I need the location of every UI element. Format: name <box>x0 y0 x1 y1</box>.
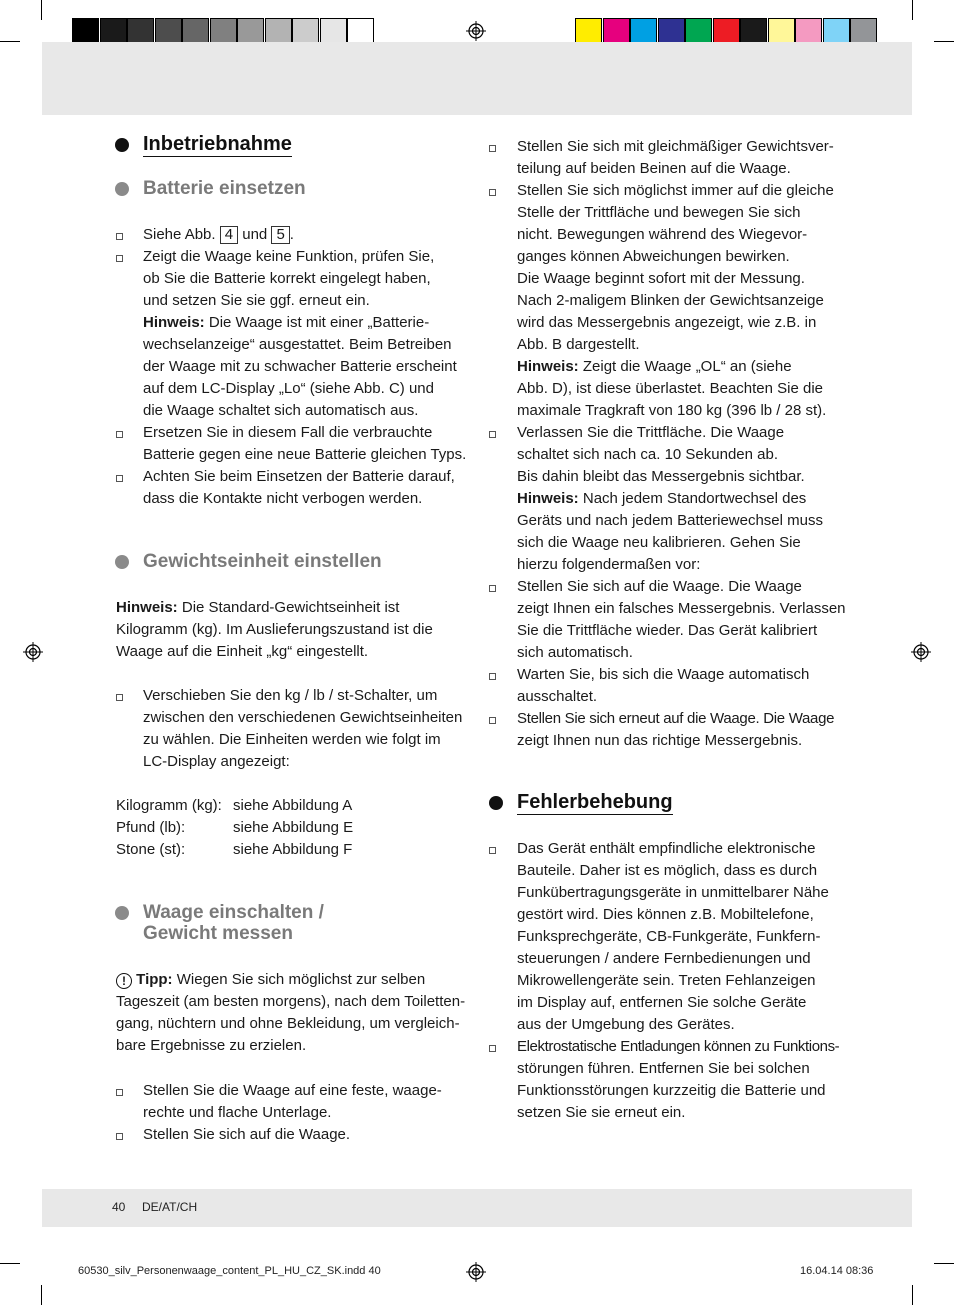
file-slug: 60530_silv_Personenwaage_content_PL_HU_CZ_SK.indd 40 <box>78 1265 381 1277</box>
text-line: setzen Sie sie erneut ein. <box>517 1104 686 1121</box>
subsection-heading: Waage einschalten / <box>143 902 324 923</box>
text-line: dass die Kontakte nicht verbogen werden. <box>143 490 423 507</box>
checkbox-bullet-icon <box>489 585 496 592</box>
note-line: Hinweis: Zeigt die Waage „OL“ an (siehe <box>517 358 792 375</box>
text-line: ganges können Abweichungen bewirken. <box>517 248 790 265</box>
text-line: Tageszeit (am besten morgens), nach dem Toiletten- <box>116 993 466 1010</box>
text-line: Sie die Trittfläche wieder. Das Gerät kalibriert <box>517 622 818 639</box>
text-line: zu wählen. Die Einheiten werden wie folgt im <box>143 731 441 748</box>
text-line: zwischen den verschiedenen Gewichtseinheiten <box>143 709 463 726</box>
text-line: zeigt Ihnen ein falsches Messergebnis. Verlassen <box>517 600 846 617</box>
text-line: Stellen Sie sich auf die Waage. Die Waage <box>517 578 802 595</box>
text-line: gestört wird. Dies können z.B. Mobiltelefone, <box>517 906 814 923</box>
text-line: teilung auf beiden Beinen auf die Waage. <box>517 160 791 177</box>
text-line: Stelle der Trittfläche und bewegen Sie sich <box>517 204 801 221</box>
checkbox-bullet-icon <box>116 475 123 482</box>
crop-mark <box>0 1263 20 1264</box>
text-line: aus der Umgebung des Gerätes. <box>517 1016 735 1033</box>
text-line: wechselanzeige“ ausgestattet. Beim Betreiben <box>143 336 452 353</box>
unit-figure: siehe Abbildung A <box>233 797 353 814</box>
text-line: hierzu folgendermaßen vor: <box>517 556 701 573</box>
region-label: DE/AT/CH <box>142 1200 198 1214</box>
note-line: Hinweis: Nach jedem Standortwechsel des <box>517 490 807 507</box>
text-line: auf dem LC-Display „Lo“ (siehe Abb. C) und <box>143 380 434 397</box>
unit-label: Kilogramm (kg): <box>116 797 222 814</box>
text-line: Achten Sie beim Einsetzen der Batterie darauf, <box>143 468 455 485</box>
text-line: Stellen Sie sich erneut auf die Waage. Die Waage <box>517 710 835 727</box>
text-line: ausschaltet. <box>517 688 598 705</box>
text-line: schaltet sich nach ca. 10 Sekunden ab. <box>517 446 779 463</box>
subheading-bullet-icon <box>115 906 129 920</box>
checkbox-bullet-icon <box>489 673 496 680</box>
text-line: Abb. D), ist diese überlastet. Beachten Sie die <box>517 380 824 397</box>
text-line: Funksprechgeräte, CB-Funkgeräte, Funkfern- <box>517 928 821 945</box>
unit-figure: siehe Abbildung E <box>233 819 354 836</box>
unit-label: Stone (st): <box>116 841 186 858</box>
checkbox-bullet-icon <box>116 431 123 438</box>
text-line: im Display auf, entfernen Sie solche Geräte <box>517 994 807 1011</box>
text-line: Bis dahin bleibt das Messergebnis sichtbar. <box>517 468 805 485</box>
text-line: Das Gerät enthält empfindliche elektronische <box>517 840 816 857</box>
subheading-bullet-icon <box>115 182 129 196</box>
text-line: sich automatisch. <box>517 644 633 661</box>
header-band <box>42 42 912 115</box>
text-line: Batterie gegen eine neue Batterie gleichen Typs. <box>143 446 467 463</box>
text-line: Die Waage beginnt sofort mit der Messung. <box>517 270 805 287</box>
crop-mark <box>0 41 20 42</box>
text-line: Funktionsstörungen kurzzeitig die Batterie und <box>517 1082 826 1099</box>
text-line: Funkübertragungsgeräte in unmittelbarer Nähe <box>517 884 829 901</box>
section-heading: Fehlerbehebung <box>517 791 673 813</box>
unit-figure: siehe Abbildung F <box>233 841 353 858</box>
heading-bullet-icon <box>489 796 503 810</box>
text-line: bare Ergebnisse zu erzielen. <box>116 1037 307 1054</box>
checkbox-bullet-icon <box>116 1133 123 1140</box>
checkbox-bullet-icon <box>116 255 123 262</box>
text-line: sich die Waage neu kalibrieren. Gehen Sie <box>517 534 801 551</box>
checkbox-bullet-icon <box>116 233 123 240</box>
text-line: Nach 2-maligem Blinken der Gewichtsanzeige <box>517 292 824 309</box>
text-line: nicht. Bewegungen während des Wiegevor- <box>517 226 808 243</box>
crop-mark <box>41 0 42 20</box>
note-line: Hinweis: Die Waage ist mit einer „Batterie- <box>143 314 430 331</box>
checkbox-bullet-icon <box>489 1045 496 1052</box>
text-line: Stellen Sie die Waage auf eine feste, waage- <box>143 1082 442 1099</box>
text-line: Elektrostatische Entladungen können zu Funktions- <box>517 1038 840 1055</box>
date-slug: 16.04.14 08:36 <box>800 1265 874 1277</box>
subsection-heading: Batterie einsetzen <box>143 178 306 199</box>
text-line: Verlassen Sie die Trittfläche. Die Waage <box>517 424 785 441</box>
text-line: störungen führen. Entfernen Sie bei solchen <box>517 1060 810 1077</box>
crop-mark <box>912 1285 913 1305</box>
checkbox-bullet-icon <box>116 694 123 701</box>
text-line: Bauteile. Daher ist es möglich, dass es durch <box>517 862 818 879</box>
crop-mark <box>934 1263 954 1264</box>
registration-mark-icon <box>466 1262 486 1282</box>
text-line: rechte und flache Unterlage. <box>143 1104 332 1121</box>
subsection-heading: Gewicht messen <box>143 923 293 944</box>
checkbox-bullet-icon <box>116 1089 123 1096</box>
text-line: Zeigt die Waage keine Funktion, prüfen Sie, <box>143 248 435 265</box>
checkbox-bullet-icon <box>489 189 496 196</box>
section-heading: Inbetriebnahme <box>143 133 292 155</box>
text-line: Kilogramm (kg). Im Auslieferungszustand ist die <box>116 621 433 638</box>
checkbox-bullet-icon <box>489 145 496 152</box>
text-line: gang, nüchtern und ohne Bekleidung, um vergleich- <box>116 1015 460 1032</box>
text-line: Stellen Sie sich auf die Waage. <box>143 1126 351 1143</box>
text-line: Waage auf die Einheit „kg“ eingestellt. <box>116 643 369 660</box>
registration-mark-icon <box>466 21 486 41</box>
text-line: die Waage schaltet sich automatisch aus. <box>143 402 419 419</box>
checkbox-bullet-icon <box>489 431 496 438</box>
text-line: zeigt Ihnen nun das richtige Messergebnis. <box>517 732 803 749</box>
text-line: Geräts und nach jedem Batteriewechsel muss <box>517 512 823 529</box>
crop-mark <box>934 41 954 42</box>
tip-line: ! Tipp: Wiegen Sie sich möglichst zur selben <box>116 969 425 991</box>
text-line: wird das Messergebnis angezeigt, wie z.B. in <box>517 314 817 331</box>
registration-mark-icon <box>911 642 931 662</box>
heading-bullet-icon <box>115 138 129 152</box>
text-line: maximale Tragkraft von 180 kg (396 lb / 28 st). <box>517 402 827 419</box>
crop-mark <box>912 0 913 20</box>
subheading-bullet-icon <box>115 555 129 569</box>
note-line: Hinweis: Die Standard-Gewichtseinheit ist <box>116 599 400 616</box>
text-line: steuerungen / andere Fernbedienungen und <box>517 950 811 967</box>
text-line: Warten Sie, bis sich die Waage automatisch <box>517 666 810 683</box>
exclamation-icon: ! <box>116 973 132 989</box>
text-line: Ersetzen Sie in diesem Fall die verbrauchte <box>143 424 433 441</box>
text-line: Abb. B dargestellt. <box>517 336 640 353</box>
list-item: Siehe Abb. 4 und 5 . <box>143 226 294 243</box>
text-line: Mikrowellengeräte sein. Treten Fehlanzeigen <box>517 972 816 989</box>
text-line: der Waage mit zu schwacher Batterie erscheint <box>143 358 457 375</box>
unit-label: Pfund (lb): <box>116 819 186 836</box>
checkbox-bullet-icon <box>489 847 496 854</box>
page-number: 40 <box>112 1200 126 1214</box>
crop-mark <box>41 1285 42 1305</box>
text-line: Verschieben Sie den kg / lb / st-Schalter, um <box>143 687 438 704</box>
registration-mark-icon <box>23 642 43 662</box>
text-line: Stellen Sie sich mit gleichmäßiger Gewichtsver- <box>517 138 834 155</box>
checkbox-bullet-icon <box>489 717 496 724</box>
text-line: LC-Display angezeigt: <box>143 753 290 770</box>
text-line: ob Sie die Batterie korrekt eingelegt haben, <box>143 270 431 287</box>
subsection-heading: Gewichtseinheit einstellen <box>143 551 382 572</box>
text-line: und setzen Sie sie ggf. erneut ein. <box>143 292 370 309</box>
text-line: Stellen Sie sich möglichst immer auf die gleiche <box>517 182 834 199</box>
